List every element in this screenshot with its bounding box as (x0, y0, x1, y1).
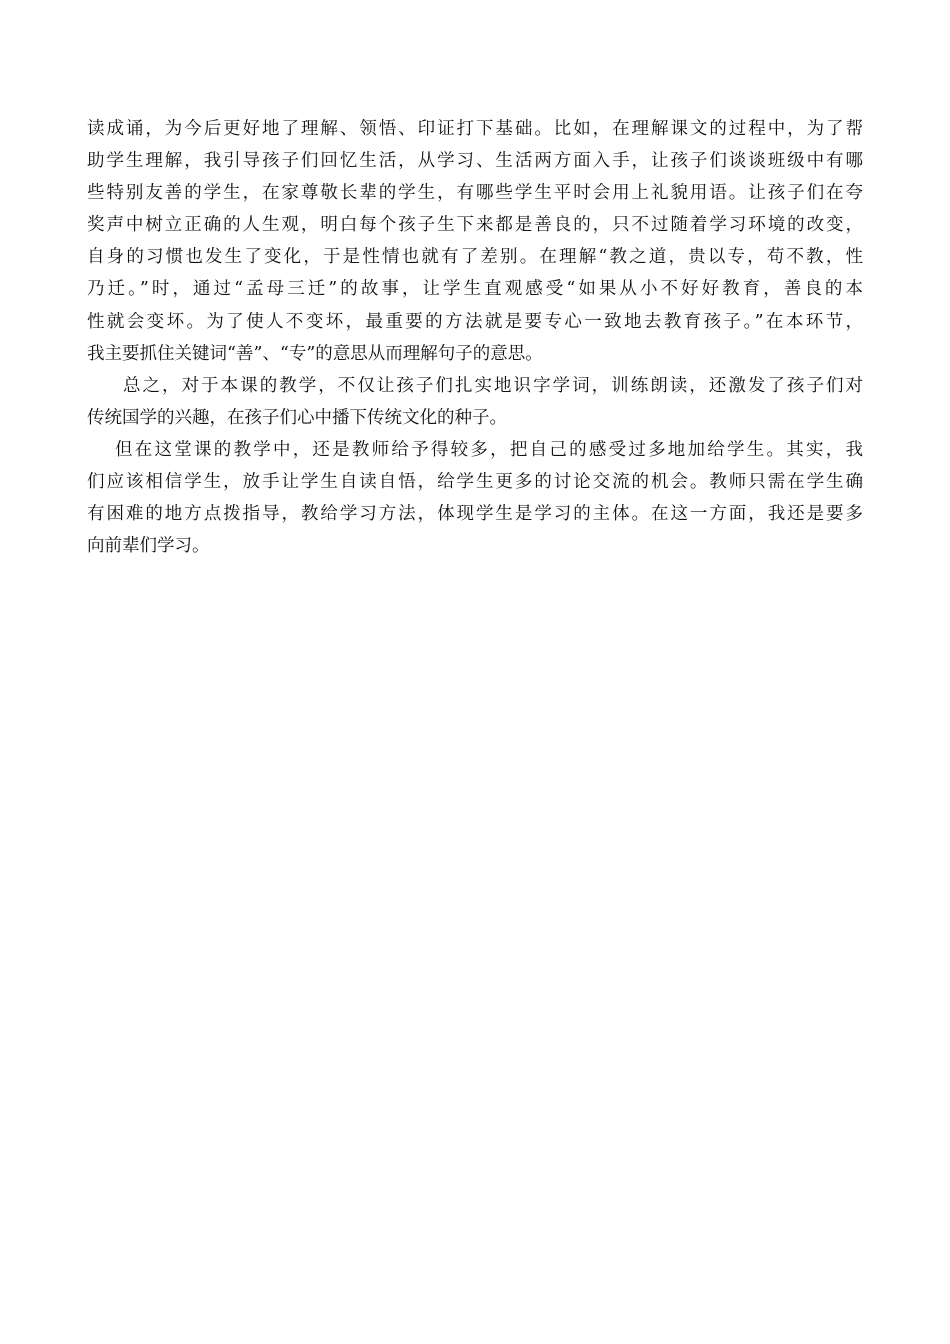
paragraph-1 (87, 113, 863, 370)
paragraph-line: 性就会变坏。为了使人不变坏，最重要的方法就是要专心一致地去教育孩子。”在本环节， (87, 311, 863, 332)
paragraph-line: 但在这堂课的教学中，还是教师给予得较多，把自己的感受过多地加给学生。其实，我 (115, 439, 863, 460)
paragraph-line: 我主要抓住关键词“善”、“专”的意思从而理解句子的意思。 (87, 343, 543, 364)
paragraph-line: 总之，对于本课的教学，不仅让孩子们扎实地识字学词，训练朗读，还激发了孩子们对 (123, 375, 863, 396)
paragraph-line: 们应该相信学生，放手让学生自读自悟，给学生更多的讨论交流的机会。教师只需在学生确 (87, 472, 863, 493)
paragraph-line: 有困难的地方点拨指导，教给学习方法，体现学生是学习的主体。在这一方面，我还是要多 (87, 504, 863, 525)
paragraph-line: 奖声中树立正确的人生观，明白每个孩子生下来都是善良的，只不过随着学习环境的改变， (87, 215, 863, 236)
paragraph-line: 读成诵，为今后更好地了理解、领悟、印证打下基础。比如，在理解课文的过程中，为了帮 (87, 119, 863, 139)
paragraph-line: 向前辈们学习。 (87, 536, 210, 557)
paragraph-line: 自身的习惯也发生了变化，于是性情也就有了差别。在理解“教之道，贵以专，苟不教，性 (87, 247, 863, 268)
paragraph-line: 乃迁。”时，通过“孟母三迁”的故事，让学生直观感受“如果从小不好好教育，善良的本 (87, 279, 863, 300)
paragraph-line: 助学生理解，我引导孩子们回忆生活，从学习、生活两方面入手，让孩子们谈谈班级中有哪 (87, 151, 863, 172)
document-body (87, 113, 863, 562)
paragraph-2 (87, 370, 863, 434)
paragraph-line: 些特别友善的学生，在家尊敬长辈的学生，有哪些学生平时会用上礼貌用语。让孩子们在夸 (87, 183, 863, 204)
paragraph-line: 传统国学的兴趣，在孩子们心中播下传统文化的种子。 (87, 407, 507, 428)
paragraph-3 (87, 434, 863, 562)
